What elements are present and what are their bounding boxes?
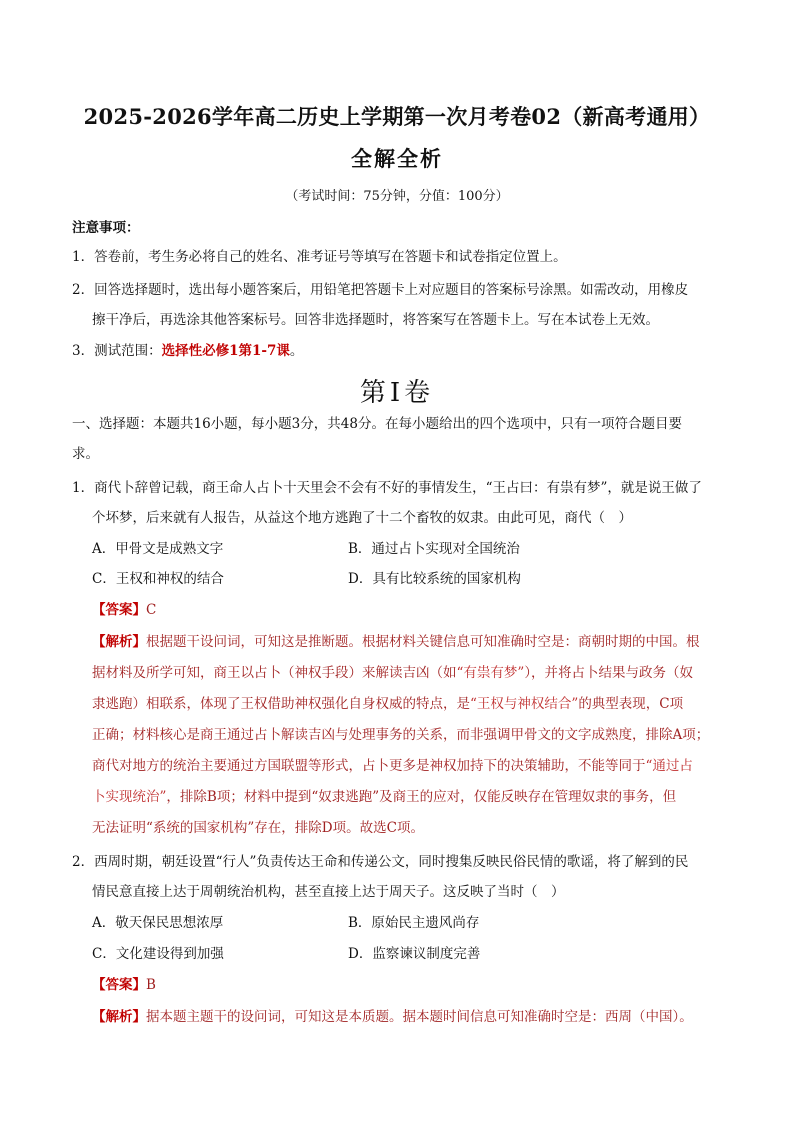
- q2-answer: [92, 975, 732, 995]
- q1-analysis-text-6b: ，排除B项；材料中提到“奴隶逃跑”及商王的应对，仅能反映存在管理奴隶的事务，但: [166, 789, 677, 805]
- q2-option-c: C．文化建设得到加强: [92, 946, 224, 962]
- q1-option-c: C．王权和神权的结合: [92, 571, 224, 587]
- q1-analysis-line-6: [92, 787, 732, 807]
- test-range: 选择性必修1第1-7课: [161, 343, 290, 359]
- q1-stem-line-2: 个坏梦，后来就有人报告，从益这个地方逃跑了十二个畜牧的奴隶。由此可见，商代（ ）: [92, 510, 632, 526]
- q1-analysis-line-5: [92, 756, 732, 776]
- q1-analysis-quote-3: “王权与神权结合”: [470, 696, 579, 712]
- q1-analysis-text-3b: 的典型表现，C项: [578, 696, 684, 712]
- q2-option-a: A．敬天保民思想浓厚: [92, 915, 224, 931]
- q2-option-d: D．监察谏议制度完善: [348, 946, 481, 962]
- q1-stem-line-1: 1．商代卜辞曾记载，商王命人占卜十天里会不会有不好的事情发生，“王占曰：有祟有梦”，就是说王做了: [72, 480, 702, 496]
- q1-analysis-text-2b: ），并将占卜结果与政务（奴: [524, 665, 694, 681]
- q1-answer-value: C: [146, 602, 157, 618]
- q2-option-b: B．原始民主遗风尚存: [348, 915, 480, 931]
- q1-answer: [92, 600, 732, 620]
- document-subtitle: 全解全析: [351, 146, 443, 171]
- q1-analysis-quote-6: 卜实现统治”: [92, 789, 167, 805]
- q1-analysis-line-7: 无法证明“系统的国家机构”存在，排除D项。故选C项。: [92, 820, 424, 836]
- q1-option-a: A．甲骨文是成熟文字: [92, 541, 224, 557]
- exam-info: （考试时间：75分钟，分值：100分）: [285, 189, 509, 204]
- q1-answer-label: 【答案】: [92, 602, 146, 618]
- q1-analysis-text-1: 根据题干设问词，可知这是推断题。根据材料关键信息可知准确时空是：商朝时期的中国。根: [146, 634, 700, 650]
- q2-answer-value: B: [146, 977, 156, 993]
- q1-analysis-label: 【解析】: [92, 634, 146, 650]
- q2-stem-line-2: 情民意直接上达于周朝统治机构，甚至直接上达于周天子。这反映了当时（ ）: [92, 884, 565, 900]
- q1-analysis-text-5a: 商代对地方的统治主要通过方国联盟等形式，占卜更多是神权加持下的决策辅助，不能等同于: [92, 758, 646, 774]
- q1-analysis-line-4: 正确；材料核心是商王通过占卜解读吉凶与处理事务的关系，而非强调甲骨文的文字成熟度，排除A项；: [92, 727, 710, 743]
- q2-stem-line-1: 2．西周时期，朝廷设置“行人”负责传达王命和传递公文，同时搜集反映民俗民情的歌谣，将了解到的民: [72, 854, 689, 870]
- notes-item-2-line-2: 擦干净后，再选涂其他答案标号。回答非选择题时，将答案写在答题卡上。写在本试卷上无效。: [92, 312, 659, 328]
- q1-analysis-text-2a: 据材料及所学可知，商王以占卜（神权手段）来解读吉凶（如: [92, 665, 457, 681]
- q2-analysis-line-1: [92, 1007, 732, 1027]
- notes-item-3-prefix: 3．测试范围：: [72, 343, 162, 359]
- section-intro-line-1: 一、选择题：本题共16小题，每小题3分，共48分。在每小题给出的四个选项中，只有一项符合题目要: [72, 416, 682, 432]
- notes-item-2-line-1: 2．回答选择题时，选出每小题答案后，用铅笔把答题卡上对应题目的答案标号涂黑。如需改动，用橡皮: [72, 282, 689, 298]
- notes-item-1: 1．答卷前，考生务必将自己的姓名、准考证号等填写在答题卡和试卷指定位置上。: [72, 249, 567, 265]
- q1-option-d: D．具有比较系统的国家机构: [348, 571, 521, 587]
- q2-answer-label: 【答案】: [92, 977, 146, 993]
- q1-analysis-quote-5: “通过占: [645, 758, 693, 774]
- q1-analysis-quote-2: “有祟有梦”: [456, 665, 525, 681]
- q2-analysis-text-1: 据本题主题干的设问词，可知这是本质题。据本题时间信息可知准确时空是：西周（中国）。: [146, 1009, 693, 1025]
- q1-option-b: B．通过占卜实现对全国统治: [348, 541, 520, 557]
- q1-analysis-text-3a: 隶逃跑）相联系，体现了王权借助神权强化自身权威的特点，是: [92, 696, 470, 712]
- q1-analysis-line-3: [92, 694, 732, 714]
- q2-analysis-label: 【解析】: [92, 1009, 146, 1025]
- q1-analysis-line-2: [92, 663, 732, 683]
- section-heading: 第Ⅰ卷: [359, 378, 435, 408]
- notes-item-3: [72, 341, 732, 361]
- document-title: 2025-2026学年高二历史上学期第一次月考卷02（新高考通用）: [83, 104, 711, 129]
- notes-heading: 注意事项：: [72, 220, 140, 236]
- q1-analysis-line-1: [92, 632, 732, 652]
- notes-item-3-suffix: 。: [289, 343, 304, 359]
- section-intro-line-2: 求。: [72, 446, 99, 462]
